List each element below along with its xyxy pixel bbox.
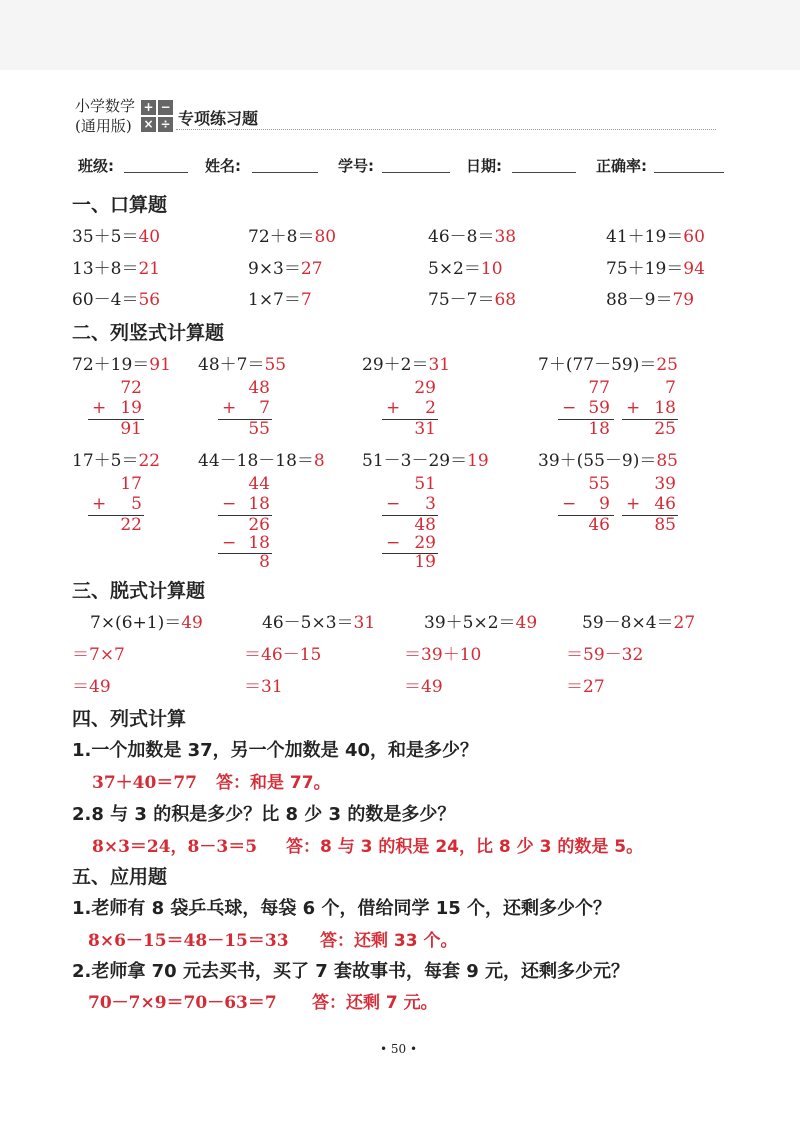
- mental-item: 46－8＝38: [428, 227, 517, 247]
- operator: +: [626, 398, 641, 418]
- answer-calc: 8×6－15＝48－15＝33: [88, 931, 289, 951]
- operator: −: [222, 533, 237, 553]
- operand: 5: [131, 494, 142, 514]
- operand: 18: [248, 494, 270, 514]
- operand: 48: [248, 378, 270, 398]
- stepwise-step: ＝27: [566, 677, 605, 697]
- mental-item: 75－7＝68: [428, 290, 517, 310]
- result: 91: [120, 419, 142, 439]
- section5-title: 五、应用题: [72, 866, 168, 888]
- stepwise-step: ＝31: [244, 677, 283, 697]
- operand: 72: [120, 378, 142, 398]
- mental-item: 60－4＝56: [72, 290, 161, 310]
- operand: 7: [665, 378, 676, 398]
- operand: 46: [654, 494, 676, 514]
- operand: 9: [599, 494, 610, 514]
- operator: −: [562, 398, 577, 418]
- stepwise-problem: 7×(6+1)＝49: [90, 613, 203, 633]
- answer-calc: 8×3＝24，8－3＝5: [92, 837, 258, 857]
- vertical-problem: 17＋5＝22: [72, 451, 161, 471]
- mental-item: 1×7＝7: [248, 290, 312, 310]
- operand: 55: [588, 474, 610, 494]
- result: 85: [654, 515, 676, 535]
- mental-item: 72＋8＝80: [248, 227, 337, 247]
- stepwise-problem: 46－5×3＝31: [262, 613, 376, 633]
- name-field-line[interactable]: [252, 172, 318, 173]
- question-text: 1.老师有 8 袋乒乓球，每袋 6 个，借给同学 15 个，还剩多少个？: [72, 898, 612, 919]
- edition-label: (通用版): [75, 117, 132, 135]
- stepwise-step: ＝59－32: [566, 645, 644, 665]
- vertical-problem: 7＋(77－59)＝25: [538, 355, 678, 375]
- answer-calc: 70－7×9＝70－63＝7: [88, 993, 277, 1013]
- result: 8: [259, 552, 270, 572]
- mental-item: 9×3＝27: [248, 259, 323, 279]
- student-id-field-line[interactable]: [382, 172, 450, 173]
- operator: −: [386, 494, 401, 514]
- section1-title: 一、口算题: [72, 194, 168, 216]
- minus-icon: −: [158, 100, 173, 115]
- accuracy-field-line[interactable]: [654, 172, 724, 173]
- vertical-problem: 72＋19＝91: [72, 355, 171, 375]
- operand: 18: [248, 533, 270, 553]
- section3-title: 三、脱式计算题: [72, 580, 206, 602]
- question-text: 1.一个加数是 37，另一个加数是 40，和是多少？: [72, 740, 478, 761]
- operand: 3: [425, 494, 436, 514]
- question-text: 2.老师拿 70 元去买书，买了 7 套故事书，每套 9 元，还剩多少元？: [72, 961, 630, 982]
- class-field-label: 班级:: [78, 157, 114, 175]
- stepwise-step: ＝49: [404, 677, 443, 697]
- operand: 39: [654, 474, 676, 494]
- operand: 17: [120, 474, 142, 494]
- result: 55: [248, 419, 270, 439]
- answer-text: 答：还剩 7 元。: [312, 993, 438, 1013]
- mental-item: 75＋19＝94: [606, 259, 705, 279]
- class-field-line[interactable]: [124, 172, 188, 173]
- result: 31: [414, 419, 436, 439]
- stepwise-step: ＝39＋10: [404, 645, 482, 665]
- operand: 77: [588, 378, 610, 398]
- operand: 2: [425, 398, 436, 418]
- question-text: 2.8 与 3 的积是多少？比 8 少 3 的数是多少？: [72, 804, 456, 825]
- operand: 18: [654, 398, 676, 418]
- vertical-problem: 48＋7＝55: [198, 355, 287, 375]
- operator: −: [562, 494, 577, 514]
- mental-item: 41＋19＝60: [606, 227, 705, 247]
- accuracy-field-label: 正确率:: [596, 157, 647, 175]
- operand: 29: [414, 533, 436, 553]
- operator: −: [386, 533, 401, 553]
- result: 48: [414, 515, 436, 535]
- vertical-problem: 44－18－18＝8: [198, 451, 325, 471]
- page-title: 专项练习题: [178, 109, 259, 128]
- operand: 59: [588, 398, 610, 418]
- mental-item: 35＋5＝40: [72, 227, 161, 247]
- operand: 7: [259, 398, 270, 418]
- answer-calc: 37＋40＝77: [92, 773, 197, 793]
- subject-label: 小学数学: [75, 97, 136, 115]
- operator: +: [386, 398, 401, 418]
- mental-item: 5×2＝10: [428, 259, 503, 279]
- operand: 19: [120, 398, 142, 418]
- stepwise-step: ＝46－15: [244, 645, 322, 665]
- mental-item: 13＋8＝21: [72, 259, 161, 279]
- section2-title: 二、列竖式计算题: [72, 322, 225, 344]
- stepwise-step: ＝7×7: [72, 645, 125, 665]
- mental-item: 88－9＝79: [606, 290, 695, 310]
- vertical-problem: 39＋(55－9)＝85: [538, 451, 678, 471]
- result: 22: [120, 515, 142, 535]
- result: 46: [588, 515, 610, 535]
- page-number: • 50 •: [380, 1042, 418, 1056]
- operand: 51: [414, 474, 436, 494]
- result: 19: [414, 552, 436, 572]
- answer-text: 答：和是 77。: [216, 773, 331, 793]
- operator: +: [92, 398, 107, 418]
- date-field-label: 日期:: [466, 157, 502, 175]
- operand: 44: [248, 474, 270, 494]
- vertical-problem: 51－3－29＝19: [362, 451, 489, 471]
- stepwise-problem: 39＋5×2＝49: [424, 613, 538, 633]
- times-icon: ×: [141, 117, 156, 132]
- name-field-label: 姓名:: [205, 157, 241, 175]
- operator: −: [222, 494, 237, 514]
- top-band: [0, 0, 800, 70]
- operator-logo-icon: [141, 100, 174, 133]
- stepwise-step: ＝49: [72, 677, 111, 697]
- divide-icon: ÷: [158, 117, 173, 132]
- section4-title: 四、列式计算: [72, 708, 187, 730]
- answer-text: 答：8 与 3 的积是 24，比 8 少 3 的数是 5。: [286, 837, 644, 857]
- result: 25: [654, 419, 676, 439]
- stepwise-problem: 59－8×4＝27: [582, 613, 696, 633]
- operator: +: [92, 494, 107, 514]
- answer-text: 答：还剩 33 个。: [320, 931, 458, 951]
- student-id-field-label: 学号:: [338, 157, 374, 175]
- result: 18: [588, 419, 610, 439]
- operand: 29: [414, 378, 436, 398]
- date-field-line[interactable]: [512, 172, 576, 173]
- operator: +: [626, 494, 641, 514]
- operator: +: [222, 398, 237, 418]
- result: 26: [248, 515, 270, 535]
- plus-icon: +: [141, 100, 156, 115]
- vertical-problem: 29＋2＝31: [362, 355, 451, 375]
- header-divider: [176, 129, 716, 130]
